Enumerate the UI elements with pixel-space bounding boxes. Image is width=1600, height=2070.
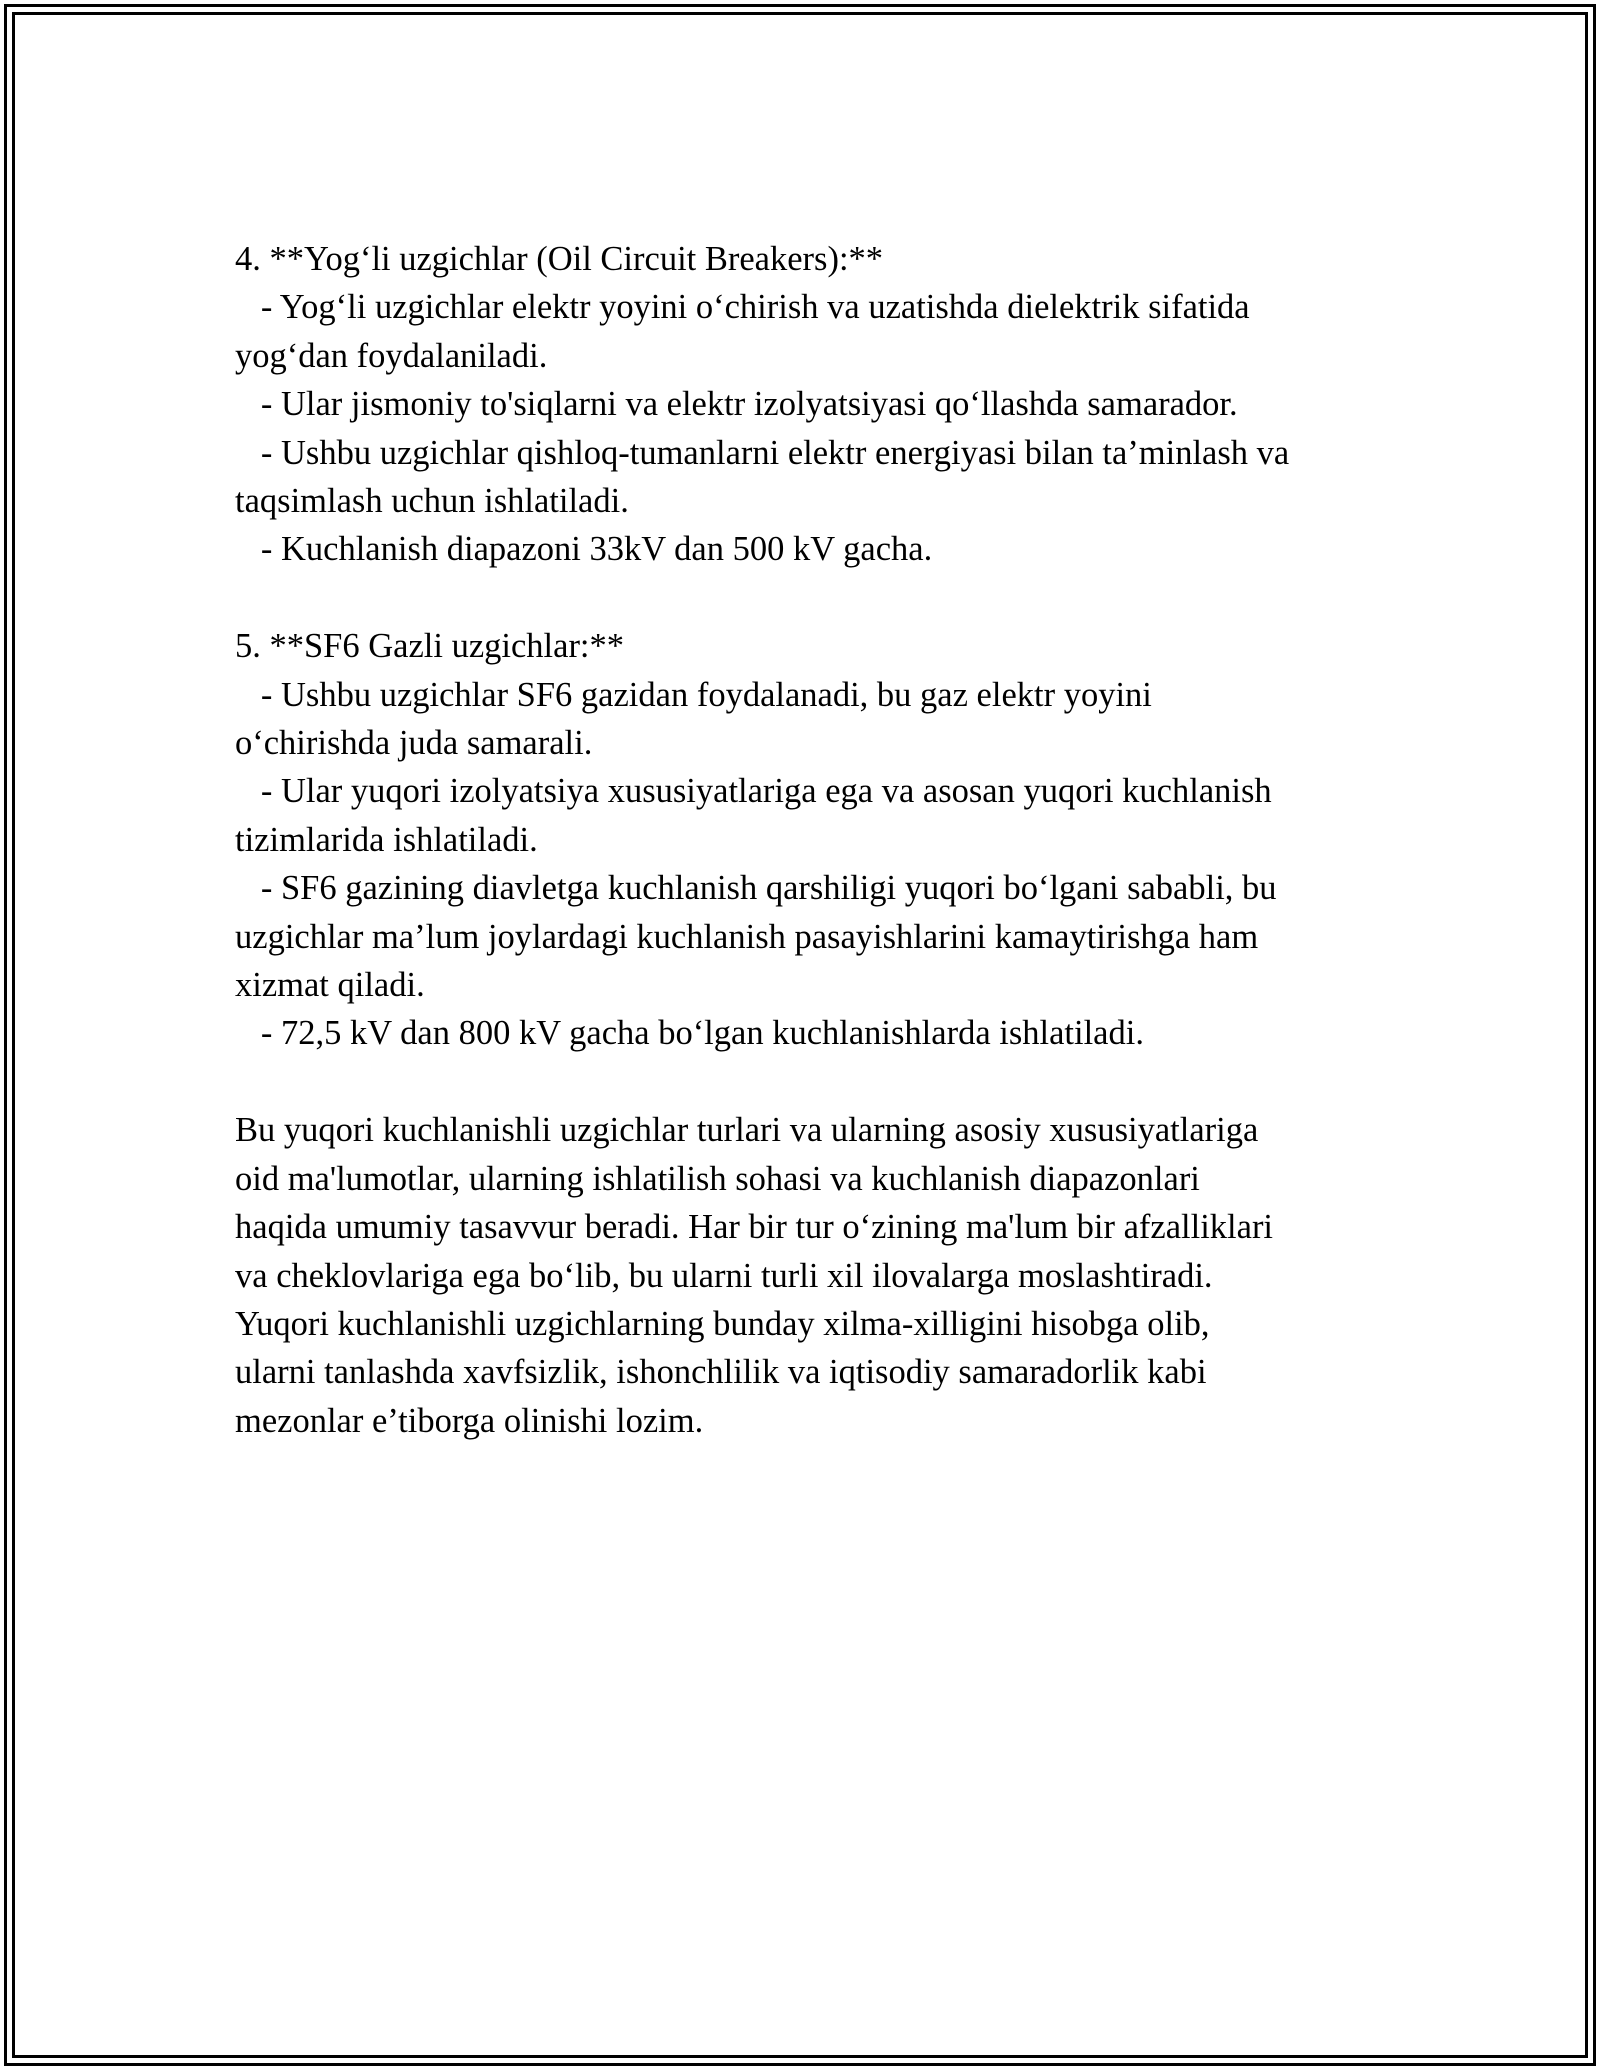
text-line: - Ular jismoniy to'siqlarni va elektr izolyatsiyasi qo‘llashda samarador. — [235, 385, 1238, 424]
text-line: haqida umumiy tasavvur beradi. Har bir tur o‘zining ma'lum bir afzalliklari — [235, 1208, 1274, 1247]
paragraph-spacer — [235, 574, 1385, 622]
text-line: yog‘dan foydalaniladi. — [235, 336, 548, 375]
text-line: oid ma'lumotlar, ularning ishlatilish sohasi va kuchlanish diapazonlari — [235, 1159, 1200, 1198]
section-heading: 5. **SF6 Gazli uzgichlar:** — [235, 627, 625, 666]
text-line: Bu yuqori kuchlanishli uzgichlar turlari va ularning asosiy xususiyatlariga — [235, 1111, 1259, 1150]
text-line: - SF6 gazining diavletga kuchlanish qarshiligi yuqori bo‘lgani sababli, bu — [235, 869, 1277, 908]
paragraph-spacer — [235, 1058, 1385, 1106]
text-line: tizimlarida ishlatiladi. — [235, 820, 538, 859]
document-body — [235, 235, 1385, 1445]
text-line: mezonlar e’tiborga olinishi lozim. — [235, 1401, 704, 1440]
section-sf6-breakers — [235, 622, 1385, 1058]
text-line: - Kuchlanish diapazoni 33kV dan 500 kV gacha. — [235, 530, 933, 569]
text-line: - Yog‘li uzgichlar elektr yoyini o‘chirish va uzatishda dielektrik sifatida — [235, 288, 1250, 327]
text-line: taqsimlash uchun ishlatiladi. — [235, 482, 629, 521]
text-line: o‘chirishda juda samarali. — [235, 724, 593, 763]
text-line: - Ushbu uzgichlar qishloq-tumanlarni elektr energiyasi bilan ta’minlash va — [235, 433, 1290, 472]
section-heading: 4. **Yog‘li uzgichlar (Oil Circuit Breakers):** — [235, 240, 884, 278]
text-line: ularni tanlashda xavfsizlik, ishonchlilik va iqtisodiy samaradorlik kabi — [235, 1353, 1207, 1392]
section-oil-circuit-breakers — [235, 235, 1385, 574]
text-line: Yuqori kuchlanishli uzgichlarning bunday xilma-xilligini hisobga olib, — [235, 1304, 1210, 1343]
text-line: uzgichlar ma’lum joylardagi kuchlanish pasayishlarini kamaytirishga ham — [235, 917, 1259, 956]
text-line: - 72,5 kV dan 800 kV gacha bo‘lgan kuchlanishlarda ishlatiladi. — [235, 1014, 1144, 1053]
text-line: va cheklovlariga ega bo‘lib, bu ularni turli xil ilovalarga moslashtiradi. — [235, 1256, 1213, 1295]
conclusion-paragraph — [235, 1106, 1385, 1445]
text-line: - Ushbu uzgichlar SF6 gazidan foydalanadi, bu gaz elektr yoyini — [235, 675, 1152, 714]
text-line: - Ular yuqori izolyatsiya xususiyatlariga ega va asosan yuqori kuchlanish — [235, 772, 1272, 811]
text-line: xizmat qiladi. — [235, 966, 425, 1005]
